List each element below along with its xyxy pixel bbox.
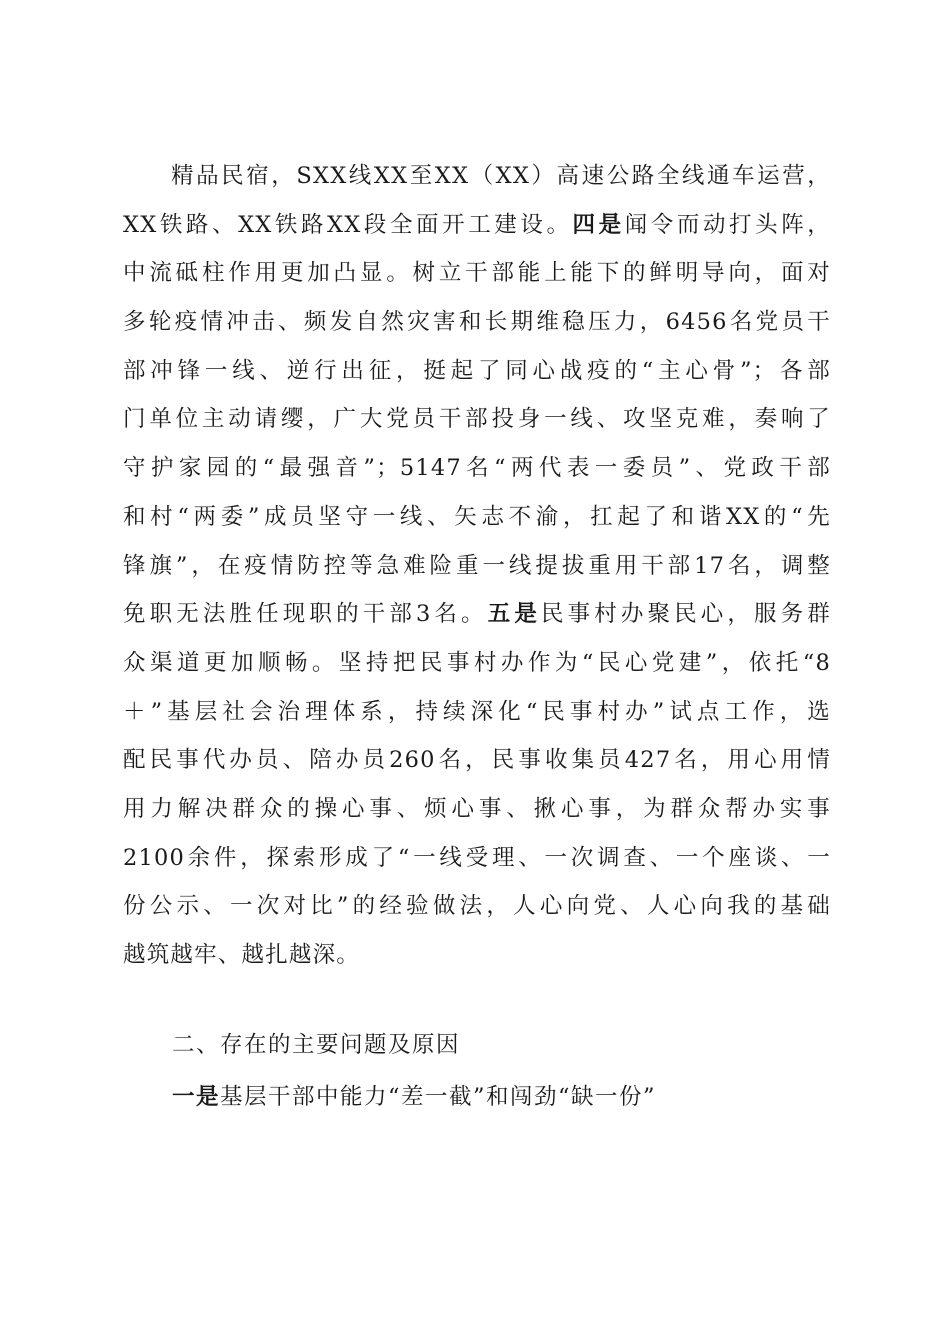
text-line: 用力解决群众的操心事、烦心事、揪心事，为群众帮办实事 <box>123 795 831 822</box>
bold-label: 四是 <box>572 211 625 238</box>
text-line: 部冲锋一线、逆行出征，挺起了同心战疫的“主心骨”；各部 <box>123 357 831 384</box>
text-line: 配民事代办员、陪办员260名，民事收集员427名，用心用情 <box>123 747 831 774</box>
bold-label: 五是 <box>487 601 541 628</box>
subsection-line <box>172 1082 656 1112</box>
text-line: 门单位主动请缨，广大党员干部投身一线、攻坚克难，奏响了 <box>123 406 831 433</box>
text-line: 2100余件，探索形成了“一线受理、一次调查、一个座谈、一 <box>123 844 831 871</box>
section-heading: 二、存在的主要问题及原因 <box>172 1032 461 1058</box>
text-line: 免职无法胜任现职的干部3名。五是民事村办聚民心，服务群 <box>123 601 832 628</box>
subsection-text: 基层干部中能力“差一截”和闯劲“缺一份” <box>220 1084 657 1110</box>
bold-label: 一是 <box>172 1084 221 1110</box>
text-line: 越筑越牢、越扎越深。 <box>123 942 361 968</box>
text-line: 守护家园的“最强音”；5147名“两代表一委员”、党政干部 <box>123 455 831 482</box>
text-line: ＋”基层社会治理体系，持续深化“民事村办”试点工作，选 <box>123 698 831 725</box>
text-line: 中流砥柱作用更加凸显。树立干部能上能下的鲜明导向，面对 <box>123 260 831 287</box>
text-line: 锋旗”，在疫情防控等急难险重一线提拔重用干部17名，调整 <box>123 552 831 579</box>
text-line: 众渠道更加顺畅。坚持把民事村办作为“民心党建”，依托“8 <box>123 649 831 676</box>
text-line: 和村“两委”成员坚守一线、矢志不渝，扛起了和谐XX的“先 <box>123 503 831 530</box>
text-line: 精品民宿，SXX线XX至XX（XX）高速公路全线通车运营， <box>171 163 831 189</box>
body-text <box>123 152 831 980</box>
text-line: XX铁路、XX铁路XX段全面开工建设。四是闻令而动打头阵， <box>123 211 831 238</box>
text-line: 多轮疫情冲击、频发自然灾害和长期维稳压力，6456名党员干 <box>123 309 831 336</box>
text-line: 份公示、一次对比”的经验做法，人心向党、人心向我的基础 <box>123 893 831 920</box>
